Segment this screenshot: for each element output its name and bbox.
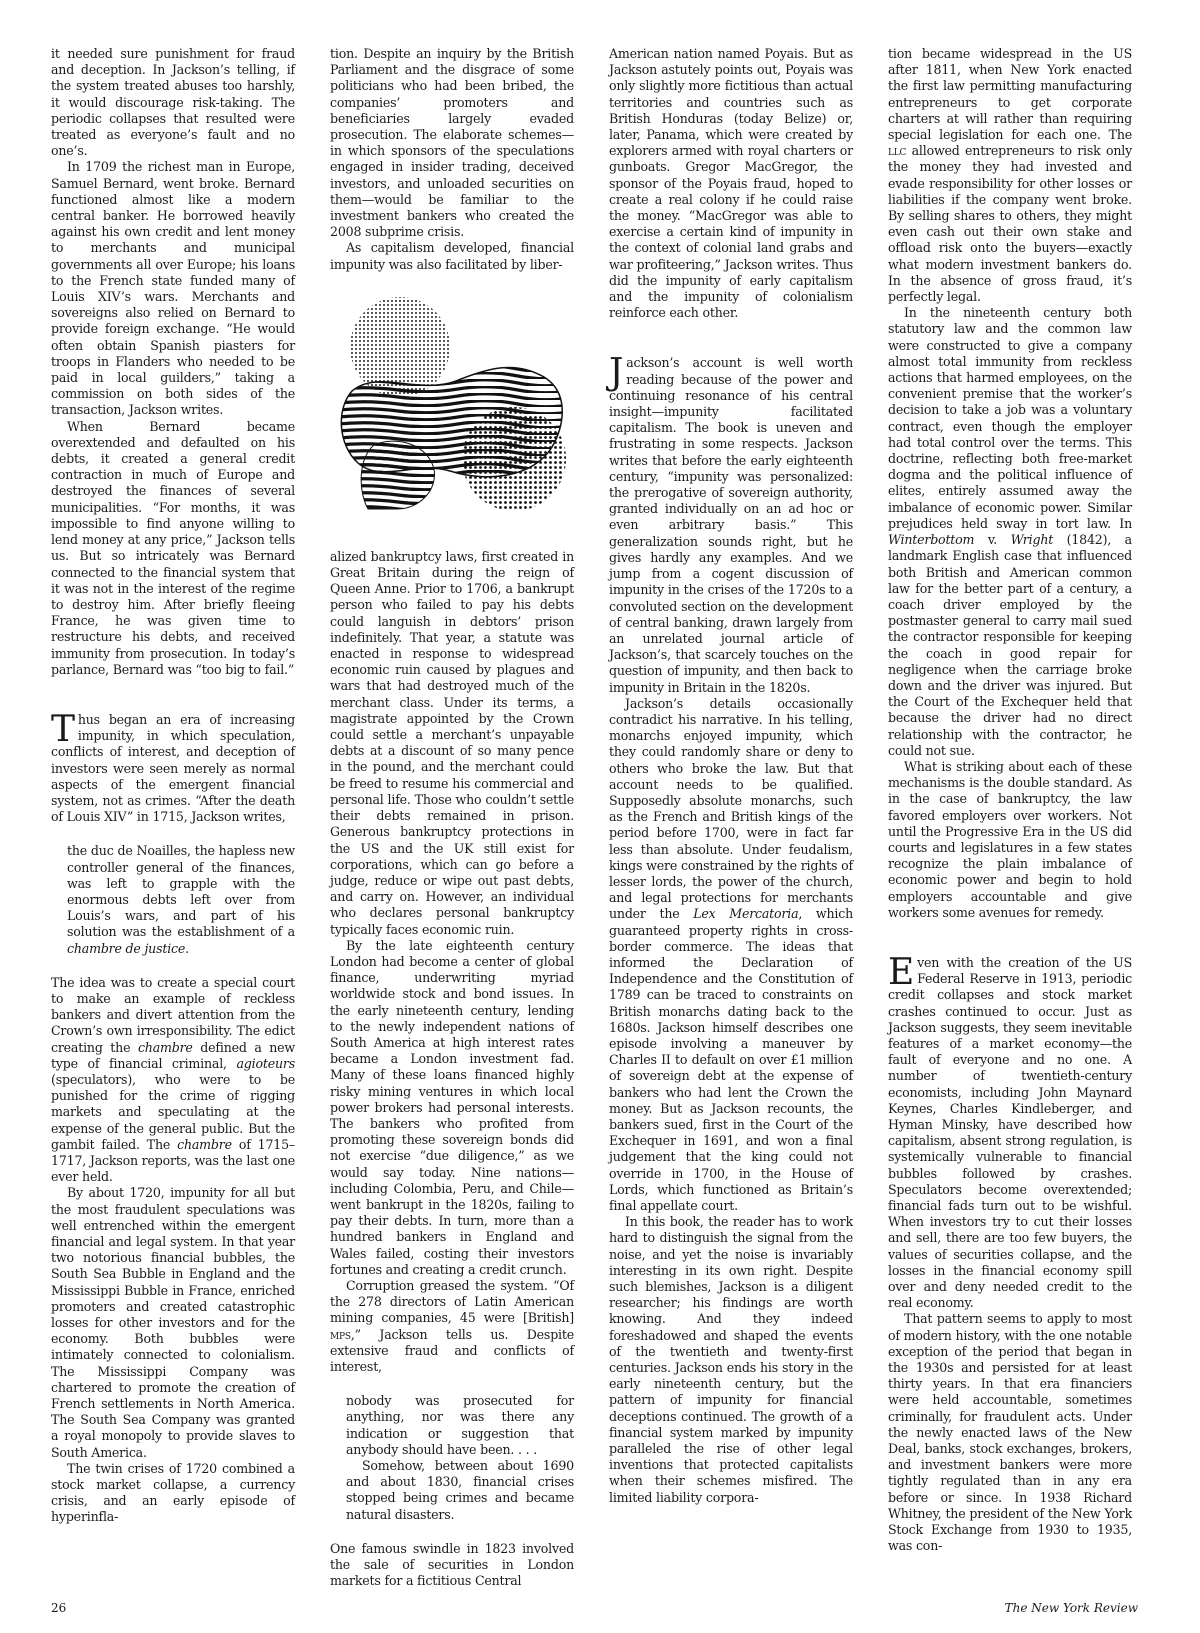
- paragraph: The twin crises of 1720 combined a stock market collapse, a currency crisis, and an early episode of hyperinfla-: [51, 1460, 295, 1525]
- paragraph: American nation named Poyais. But as Jackson astutely points out, Poyais was only slightly more fictitious than actual territories and countries such as British Honduras (today Belize) or, later, Panama, which were created by explorers armed with royal charters or gunboats. Gregor MacGregor, the sponsor of the Poyais fraud, hoped to create a real colony if he could raise the money. “MacGregor was able to exercise a certain kind of impunity in the context of colonial land grabs and war profiteering,” Jackson writes. Thus did the impunity of early capitalism and the impunity of colonialism reinforce each other.: [609, 46, 853, 321]
- paragraph: One famous swindle in 1823 involved the sale of securities in London markets for a fictitious Central: [330, 1540, 574, 1589]
- column-3: [609, 46, 853, 1506]
- paragraph-dropcap: Even with the creation of the US Federal Reserve in 1913, periodic credit collapses and stock market crashes continued to occur. Just as Jackson suggests, they seem inevitable features of a market economy—the fault of everyone and no one. A number of twentieth-century economists, including John Maynard Keynes, Charles Kindleberger, and Hyman Minsky, have described how capitalism, absent strong regulation, is systemically vulnerable to financial bubbles followed by crashes. Speculators become overextended; financial fads turn out to be wishful. When investors try to cut their losses and sell, there are too few buyers, the values of securities collapse, and the losses in the financial economy spill over and deny needed credit to the real economy.: [888, 951, 1132, 1311]
- paragraph-dropcap: Jackson’s account is well worth reading because of the power and continuing resonance of his central insight—impunity facilitated capitalism. The book is uneven and frustrating in some respects. Jackson writes that before the early eighteenth century, “impunity was personalized: the prerogative of sovereign authority, granted individually on an ad hoc or even arbitrary basis.” This generalization sounds right, but he gives hardly any examples. And we jump from a cogent discussion of impunity in the crises of the 1720s to a convoluted section on the development of central banking, drawn largely from an unrelated journal article of Jackson’s, that scarcely touches on the question of impunity, and then back to impunity in Britain in the 1820s.: [609, 352, 853, 695]
- publication-name: The New York Review: [1004, 1601, 1138, 1615]
- column-2: [330, 46, 574, 1589]
- paragraph: it needed sure punishment for fraud and deception. In Jackson’s telling, if the system treated abuses too harshly, it would discourage risk-taking. The periodic collapses that resulted were treated as everyone’s fault and no one’s.: [51, 46, 295, 159]
- drop-cap: E: [888, 951, 915, 993]
- paragraph: Jackson’s details occasionally contradict his narrative. In his telling, monarchs enjoyed impunity, which they could randomly share or deny to others who broke the law. But that account needs to be qualified. Supposedly absolute monarchs, such as the French and British kings of the period before 1700, were in fact far less than absolute. Under feudalism, kings were constrained by the rights of lesser lords, the power of the church, and legal protections for merchants under the Lex Mercatoria, which guaranteed property rights in cross-border commerce. The ideas that informed the Declaration of Independence and the Constitution of 1789 can be traced to constraints on British monarchs dating back to the 1680s. Jackson himself describes one episode involving a maneuver by Charles II to default on over £1 million of sovereign debt at the expense of bankers who had lent the Crown the money. But as Jackson recounts, the bankers sued, first in the Court of the Exchequer in 1691, and won a final judgement that the king could not override in 1700, in the House of Lords, which functioned as Britain’s final appellate court.: [609, 695, 853, 1214]
- paragraph: What is striking about each of these mechanisms is the double standard. As in the case of bankruptcy, the law favored employers over workers. Not until the Progressive Era in the US did courts and legislatures in a few states recognize the plain imbalance of economic power and begin to hold employers accountable and give workers some avenues for remedy.: [888, 758, 1132, 920]
- column-4: [888, 46, 1132, 1554]
- paragraph: In this book, the reader has to work hard to distinguish the signal from the noise, and yet the noise is invariably interesting in its own right. Despite such blemishes, Jackson is a diligent researcher; his findings are worth knowing. And they indeed foreshadowed and shaped the events of the twentieth and twenty-first centuries. Jackson ends his story in the early nineteenth century, but the pattern of impunity for financial deceptions continued. The growth of a financial system marked by impunity paralleled the rise of other legal inventions that protected capitalists when their schemes misfired. The limited liability corpora-: [609, 1214, 853, 1505]
- illustration: [338, 295, 574, 527]
- paragraph: By about 1720, impunity for all but the most fraudulent speculations was well entrenched within the emergent financial and legal system. In that year two notorious financial bubbles, the South Sea Bubble in England and the Mississippi Bubble in France, enriched promoters and created catastrophic losses for other investors and for the economy. Both bubbles were intimately connected to colonialism. The Mississippi Company was chartered to promote the creation of French settlements in North America. The South Sea Company was granted a royal monopoly to provide slaves to South America.: [51, 1185, 295, 1460]
- striped-lower-blob: [361, 441, 434, 509]
- block-quote: nobody was prosecuted for anything, nor was there any indication or suggestion that anybody should have been. . . .: [346, 1393, 574, 1457]
- paragraph: By the late eighteenth century London had become a center of global finance, underwriting myriad worldwide stock and bond issues. In the early nineteenth century, lending to the newly independent nations of South America at high interest rates became a London investment fad. Many of these loans financed highly risky mining ventures in which local power brokers had personal interests. The bankers who profited from promoting these sovereign bonds did not exercise “due diligence,” as we would say today. Nine nations—including Colombia, Peru, and Chile—went bankrupt in the 1820s, failing to pay their debts. In turn, more than a hundred bankers in England and Wales failed, costing their investors fortunes and creating a credit crunch.: [330, 937, 574, 1277]
- dotted-circle-bottom: [462, 407, 566, 511]
- paragraph: alized bankruptcy laws, first created in Great Britain during the reign of Queen Anne. Prior to 1706, a bankrupt person who failed to pay his debts could languish in debtors’ prison indefinitely. That year, a statute was enacted in response to widespread economic ruin caused by plagues and wars that had destroyed much of the merchant class. Under its terms, a magistrate appointed by the Crown could settle a merchant’s unpayable debts at a discount of so many pence in the pound, and the merchant could be freed to resume his commercial and personal life. Those who couldn’t settle their debts remained in prison. Generous bankruptcy protections in the US and the UK still exist for corporations, which can go before a judge, reduce or wipe out past debts, and carry on. However, an individual who declares personal bankruptcy typically faces economic ruin.: [330, 548, 574, 937]
- paragraph: That pattern seems to apply to most of modern history, with the one notable exception of the period that began in the 1930s and persisted for at least thirty years. In that era financiers were held accountable, sometimes criminally, for fraudulent acts. Under the newly enacted laws of the New Deal, banks, stock exchanges, brokers, and investment bankers were more tightly regulated than in any era before or since. In 1938 Richard Whitney, the president of the New York Stock Exchange from 1930 to 1935, was con-: [888, 1311, 1132, 1554]
- paragraph: tion became widespread in the US after 1811, when New York enacted the first law permitting manufacturing entrepreneurs to get corporate charters at will rather than requiring special legislation for each one. The llc allowed entrepreneurs to risk only the money they had invested and evade responsibility for other losses or liabilities if the company went broke. By selling shares to others, they might even cash out their own stake and offload risk onto the buyers—exactly what modern investment bankers do. In the absence of gross fraud, it’s perfectly legal.: [888, 46, 1132, 305]
- column-1: [51, 46, 295, 1526]
- abstract-shapes-illustration: [338, 295, 574, 527]
- drop-cap: J: [609, 352, 624, 394]
- page-number: 26: [51, 1601, 67, 1615]
- paragraph: tion. Despite an inquiry by the British Parliament and the disgrace of some politicians who had been bribed, the companies’ promoters and beneficiaries largely evaded prosecution. The elaborate schemes—in which sponsors of the speculations engaged in insider trading, deceived investors, and unloaded securities on them—would be familiar to the investment bankers who created the 2008 subprime crisis.: [330, 46, 574, 240]
- paragraph: In the nineteenth century both statutory law and the common law were constructed to give a company almost total immunity from reckless actions that harmed employees, on the convenient premise that the worker’s decision to take a job was a voluntary contract, even though the employer had total control over the terms. This doctrine, reflecting both free-market dogma and the political influence of elites, entirely assumed away the imbalance of economic power. Similar prejudices held sway in tort law. In Winterbottom v. Wright (1842), a landmark English case that influenced both British and American common law for the better part of a century, a coach driver employed by the postmaster general to carry mail sued the contractor responsible for keeping the coach in good repair for negligence when the carriage broke down and the driver was injured. But the Court of the Exchequer held that because the driver had no direct relationship with the contractor, he could not sue.: [888, 305, 1132, 758]
- paragraph: When Bernard became overextended and defaulted on his debts, it created a general credit contraction in much of Europe and destroyed the finances of several municipalities. “For months, it was impossible to find anyone willing to lend money at any price,” Jackson tells us. But so intricately was Bernard connected to the financial system that it was not in the interest of the regime to destroy him. After briefly fleeing France, he was given time to restructure his debts, and received immunity from prosecution. In today’s parlance, Bernard was “too big to fail.”: [51, 418, 295, 677]
- paragraph: In 1709 the richest man in Europe, Samuel Bernard, went broke. Bernard functioned almost like a modern central banker. He borrowed heavily against his own credit and lent money to merchants and municipal governments all over Europe; his loans to the French state funded many of Louis XIV’s wars. Merchants and sovereigns also relied on Bernard to provide foreign exchange. “He would often obtain Spanish piasters for troops in Flanders who needed to be paid in local guilders,” taking a commission on both sides of the transaction, Jackson writes.: [51, 159, 295, 418]
- dotted-circle-top: [350, 297, 450, 397]
- block-quote: the duc de Noailles, the hapless new controller general of the finances, was left to grapple with the enormous debts left over from Louis’s wars, and part of his solution was the establishment of a chambre de justice.: [67, 843, 295, 956]
- paragraph: As capitalism developed, financial impunity was also facilitated by liber-: [330, 240, 574, 272]
- paragraph: Corruption greased the system. “Of the 278 directors of Latin American mining companies, 45 were [British] mps,” Jackson tells us. Despite extensive fraud and conflicts of interest,: [330, 1277, 574, 1374]
- drop-cap: T: [51, 708, 75, 750]
- paragraph-dropcap: Thus began an era of increasing impunity, in which speculation, conflicts of interest, and deception of investors were seen merely as normal aspects of the emergent financial system, not as crimes. “After the death of Louis XIV” in 1715, Jackson writes,: [51, 708, 295, 825]
- block-quote: Somehow, between about 1690 and about 1830, financial crises stopped being crimes and became natural disasters.: [346, 1458, 574, 1522]
- paragraph: The idea was to create a special court to make an example of reckless bankers and divert attention from the Crown’s own irresponsibility. The edict creating the chambre defined a new type of financial criminal, agioteurs (speculators), who were to be punished for the crime of rigging markets and speculating at the expense of the general public. But the gambit failed. The chambre of 1715–1717, Jackson reports, was the last one ever held.: [51, 974, 295, 1185]
